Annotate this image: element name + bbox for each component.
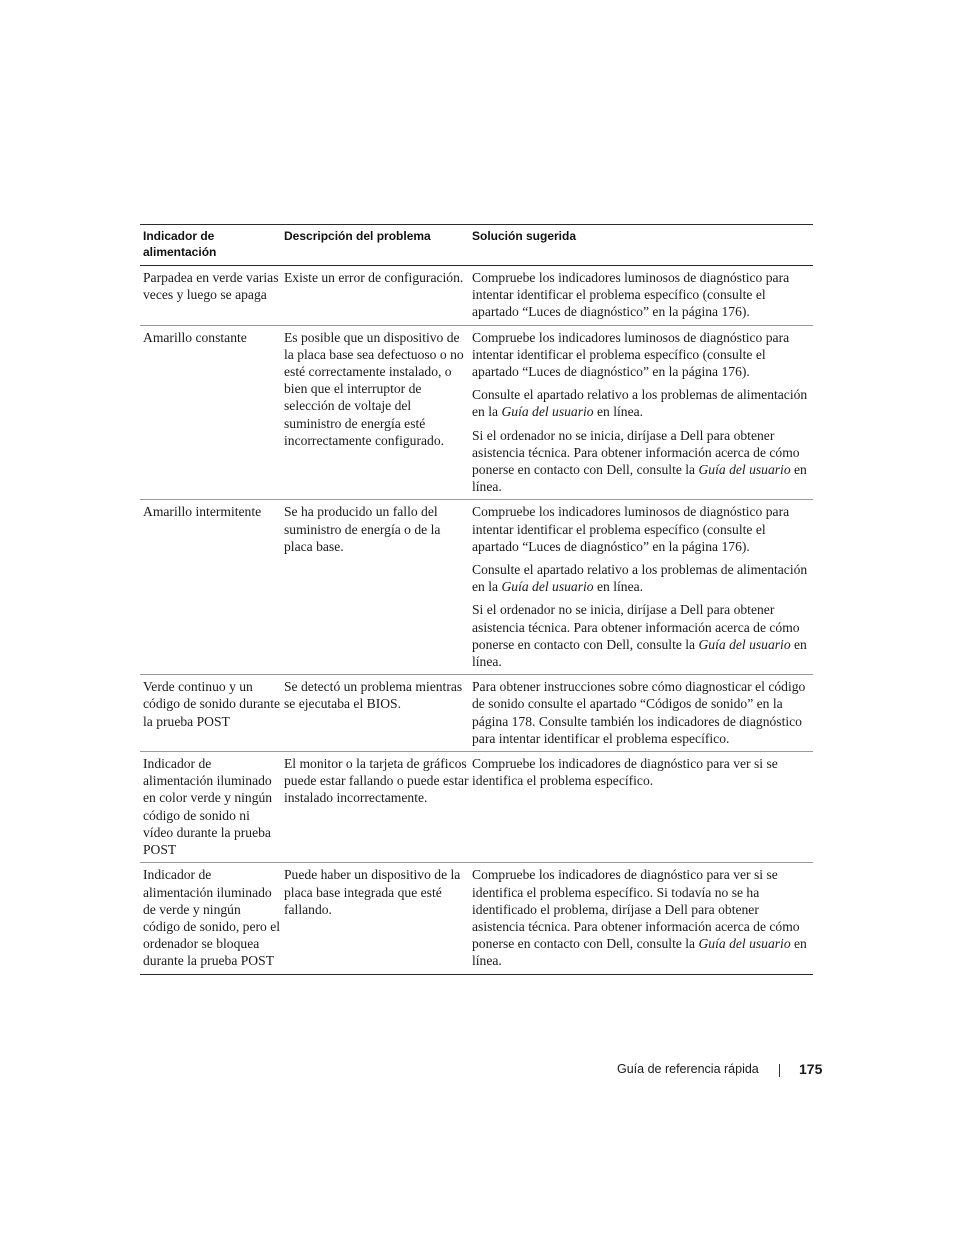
solution-paragraph <box>472 755 813 789</box>
solution-paragraph <box>472 269 813 321</box>
description-cell: Puede haber un dispositivo de la placa base integrada que esté fallando. <box>284 867 461 917</box>
table-row <box>140 675 813 752</box>
footer-title: Guía de referencia rápida <box>617 1062 759 1076</box>
indicator-cell: Parpadea en verde varias veces y luego se apaga <box>143 270 279 303</box>
solution-text: en línea. <box>593 579 644 595</box>
description-cell: El monitor o la tarjeta de gráficos puede estar fallando o puede estar instalado incorrectamente. <box>284 756 469 806</box>
solution-paragraph <box>472 678 813 747</box>
solution-paragraph <box>472 427 813 496</box>
solution-text: Consulte el apartado relativo a los problemas de alimentación en la <box>472 562 808 595</box>
header-solution: Solución sugerida <box>472 229 577 243</box>
guide-title-italic: Guía del usuario <box>501 579 594 595</box>
solution-paragraph <box>472 503 813 555</box>
indicator-cell: Indicador de alimentación iluminado en color verde y ningún código de sonido ni vídeo durante la prueba POST <box>143 756 273 858</box>
table-body <box>140 266 813 975</box>
guide-title-italic: Guía del usuario <box>501 404 594 420</box>
header-indicator: Indicador de alimentación <box>143 229 217 259</box>
table-row <box>140 326 813 501</box>
solution-text: Compruebe los indicadores luminosos de diagnóstico para intentar identificar el problema específico (consulte el apartado “Luces de diagnóstico” en la página 176). <box>472 270 790 320</box>
description-cell: Existe un error de configuración. <box>284 270 464 285</box>
solution-paragraph <box>472 866 813 969</box>
solution-paragraph <box>472 561 813 595</box>
solution-text: Si el ordenador no se inicia, diríjase a Dell para obtener asistencia técnica. Para obtener información acerca de cómo ponerse en contacto con Dell, consulte la <box>472 602 800 652</box>
table-row <box>140 500 813 675</box>
indicator-cell: Verde continuo y un código de sonido durante la prueba POST <box>143 679 281 729</box>
solution-text: en línea. <box>472 936 807 969</box>
solution-text: Compruebe los indicadores de diagnóstico para ver si se identifica el problema específico. Si todavía no se ha identificado el problema, diríjase a Dell para obtener asistencia técnica. Para obtener información acerca de cómo ponerse en contacto con Dell, consulte la <box>472 867 800 952</box>
description-cell: Se detectó un problema mientras se ejecutaba el BIOS. <box>284 679 463 712</box>
page-footer <box>600 1061 822 1081</box>
guide-title-italic: Guía del usuario <box>698 462 791 478</box>
indicator-cell: Amarillo intermitente <box>143 504 262 520</box>
footer-separator <box>779 1064 780 1077</box>
solution-text: en línea. <box>472 636 807 670</box>
solution-paragraph <box>472 601 813 670</box>
solution-text: en línea. <box>593 404 644 420</box>
header-description: Descripción del problema <box>284 229 431 243</box>
solution-text: Consulte el apartado relativo a los problemas de alimentación en la <box>472 387 808 420</box>
solution-paragraph <box>472 386 813 420</box>
solution-cell <box>469 503 813 670</box>
table-row <box>140 266 813 326</box>
guide-title-italic: Guía del usuario <box>698 636 791 652</box>
indicator-cell: Amarillo constante <box>143 329 247 345</box>
description-cell: Es posible que un dispositivo de la placa base sea defectuoso o no esté correctamente instalado, o bien que el interruptor de selección de voltaje del suministro de energía esté incorrectamente configurado. <box>284 329 464 448</box>
page-number: 175 <box>799 1061 823 1077</box>
troubleshooting-table <box>140 224 813 975</box>
solution-paragraph <box>472 329 813 381</box>
solution-text: Para obtener instrucciones sobre cómo diagnosticar el código de sonido consulte el apartado “Códigos de sonido” en la página 178. Consulte también los indicadores de diagnóstico para intentar identificar el problema específico. <box>472 679 806 746</box>
indicator-cell: Indicador de alimentación iluminado de verde y ningún código de sonido, pero el ordenador se bloquea durante la prueba POST <box>143 867 281 969</box>
solution-cell <box>469 329 813 496</box>
table-row <box>140 863 813 974</box>
solution-cell <box>469 678 813 747</box>
solution-text: Si el ordenador no se inicia, diríjase a Dell para obtener asistencia técnica. Para obtener información acerca de cómo ponerse en contacto con Dell, consulte la <box>472 427 800 478</box>
solution-cell <box>469 755 813 858</box>
solution-text: Compruebe los indicadores luminosos de diagnóstico para intentar identificar el problema específico (consulte el apartado “Luces de diagnóstico” en la página 176). <box>472 329 790 380</box>
table-header <box>140 224 813 266</box>
solution-text: Compruebe los indicadores de diagnóstico para ver si se identifica el problema específico. <box>472 756 778 789</box>
guide-title-italic: Guía del usuario <box>698 936 791 952</box>
solution-cell <box>469 269 813 321</box>
solution-text: Compruebe los indicadores luminosos de diagnóstico para intentar identificar el problema específico (consulte el apartado “Luces de diagnóstico” en la página 176). <box>472 504 790 554</box>
table-row <box>140 752 813 863</box>
description-cell: Se ha producido un fallo del suministro de energía o de la placa base. <box>284 504 441 554</box>
solution-cell <box>469 866 813 969</box>
solution-text: en línea. <box>472 462 807 495</box>
